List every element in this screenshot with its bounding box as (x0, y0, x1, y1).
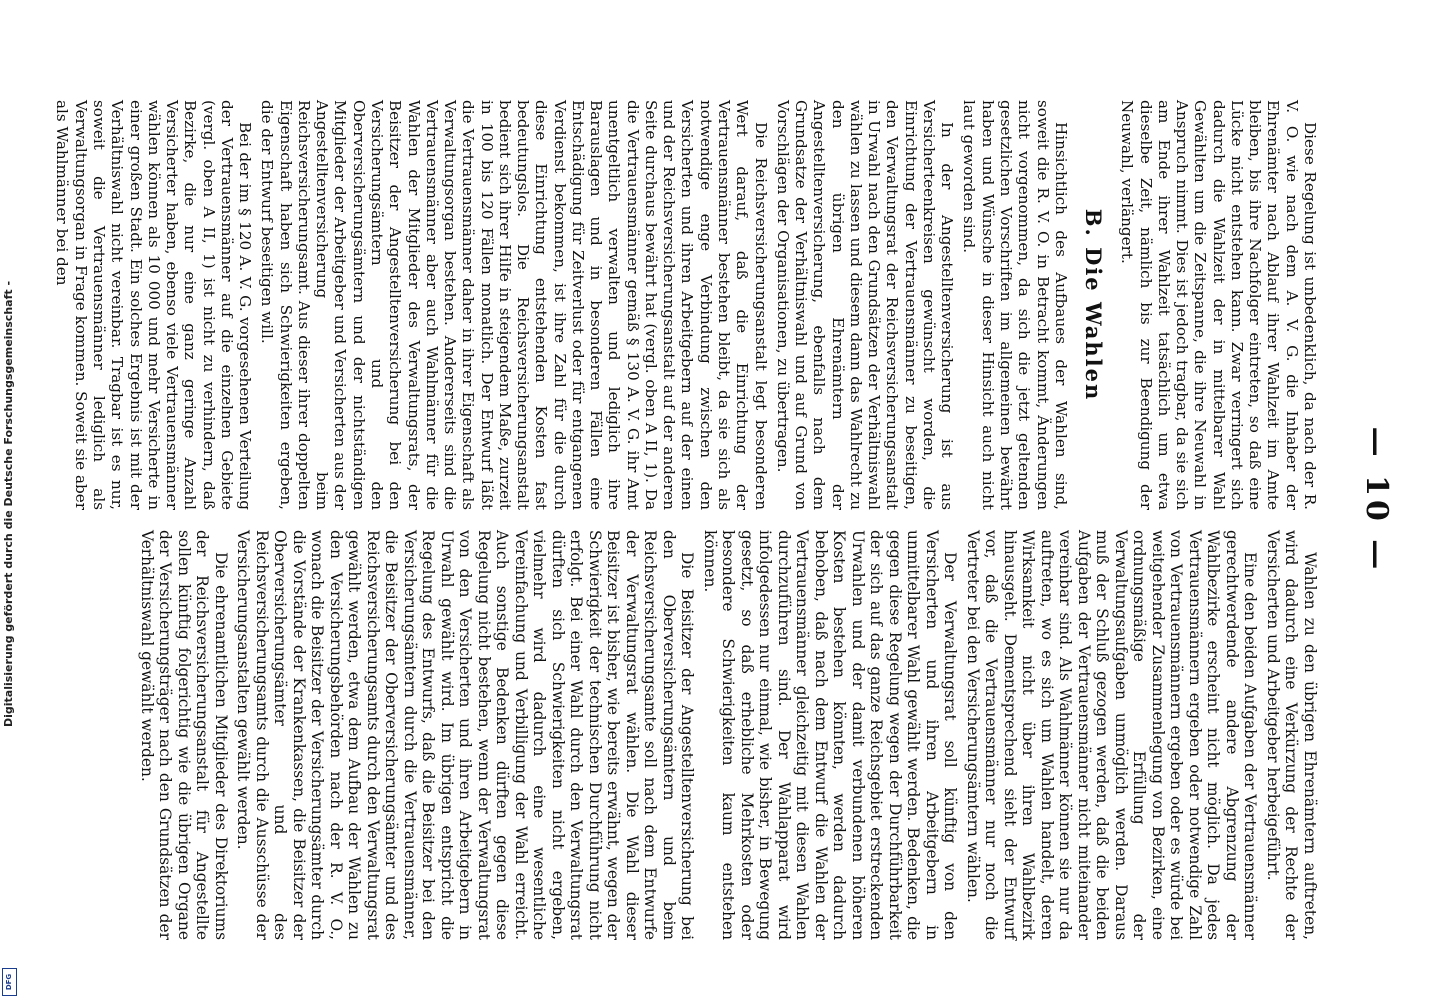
right-column (134, 530, 1320, 940)
left-column (49, 100, 1319, 510)
left-paragraph-3: In der Angestelltenversicherung ist aus Versicherteenkreisen gewünscht worden, die Einrichtung der Vertrauensmänner zu beseitigen, den Verwaltungsrat der Reichsversicherungsanstalt in Urwahl nach den Grundsätzen der Verhältniswahl wählen zu lassen und diesem dann das Wahlrecht zu den übrigen Ehrenämtern der Angestelltenversicherung, ebenfalls nach dem Grundsatze der Verhältniswahl und auf Grund von Vorschlägen der Organisationen, zu übertragen. (773, 100, 957, 510)
right-paragraph-2: Eine den beiden Aufgaben der Vertrauensmänner gerechtwerdende andere Abgrenzung der Wahlbezirke erscheint nicht möglich. Da jedes Vertrauensmännern ergeben oder notwendige Zahl von Vertrauensmännern ergeben oder es würde bei weitgehender Zusammenlegung von Bezirken, eine ordnungsmäßige Erfüllung der Verwaltungsaufgaben unmöglich werden. Daraus muß der Schluß gezogen werden, daß die beiden Aufgaben der Vertrauensmänner nicht miteinander vereinbar sind. Als Wahlmänner können sie nur da auftreten, wo es sich um Wahlen handelt, deren Wirksamkeit nicht über ihren Wahlbezirk hinausgeht. Dementsprechend sieht der Entwurf vor, daß die Vertrauensmänner nur noch die Vertreter bei den Versicherungsämtern wählen. (964, 530, 1260, 940)
right-paragraph-4: Die Beisitzer der Angestelltenversicherung bei den Oberversicherungsämtern und beim Reichsversicherungsamte soll nach dem Entwurfe der Verwaltungsrat wählen. Die Wahl dieser Beisitzer ist bisher, wie bereits erwähnt, wegen der Schwierigkeit der technischen Durchführung nicht erfolgt. Bei einer Wahl durch den Verwaltungsrat dürften sich Schwierigkeiten nicht ergeben, vielmehr wird dadurch eine wesentliche Vereinfachung und Verbilligung der Wahl erreicht. Auch sonstige Bedenken dürften gegen diese Regelung nicht bestehen, wenn der Verwaltungsrat von den Versicherten und ihren Arbeitgebern in Urwahl gewählt wird. Im übrigen entspricht die Regelung des Entwurfs, daß die Beisitzer bei den Versicherungsämtern durch die Vertrauensmänner, die Beisitzer der Oberversicherungsämter und des Reichsversicherungsamts durch den Verwaltungsrat gewählt werden, etwa dem Aufbau der Wahlen zu den Versicherungsbehörden nach der R. V. O., wonach die Beisitzer der Versicherungsämter durch die Vorstände der Krankenkassen, die Beisitzer der Oberversicherungsämter und des Reichsversicherungsamts durch die Ausschüsse der Versicherungsanstalten gewählt werden. (234, 530, 697, 940)
dfg-logo-text: DFG (5, 973, 14, 991)
right-paragraph-3: Der Verwaltungsrat soll künftig von den Versicherten und ihren Arbeitgebern in unmittelbarer Wahl gewählt werden. Bedenken, die gegen diese Regelung wegen der Durchführbarkeit der sich auf das ganze Reichsgebiet erstreckenden Urwahlen und der damit verbundenen höheren Kosten bestehen könnten, werden dadurch behoben, daß nach dem Entwurf die Wahlen der Vertrauensmänner gleichzeitig mit diesen Wahlen durchzuführen sind. Der Wahlapparat wird infolgedessen nur einmal, wie bisher, in Bewegung gesetzt, so daß erhebliche Mehrkosten oder besondere Schwierigkeiten kaum entstehen können. (701, 530, 960, 940)
section-heading: B. Die Wahlen (1081, 208, 1107, 402)
dfg-logo (2, 968, 17, 996)
left-paragraph-4: Die Reichsversicherungsanstalt legt besonderen Wert darauf, daß die Einrichtung der Vertrauensmänner bestehen bleibt, da sie sich als notwendige enge Verbindung zwischen den Versicherten und ihren Arbeitgebern auf der einen und der Reichsversicherungsanstalt auf der anderen Seite durchaus bewährt hat (vergl. oben A II, 1). Da die Vertrauensmänner gemäß § 130 A. V. G. ihr Amt unentgeltlich verwalten und lediglich ihre Barauslagen und in besonderen Fällen eine Entschädigung für Zeitverlust oder für entgangenen Verdienst bekommen, ist ihre Zahl für die durch diese Einrichtung entstehenden Kosten fast bedeutungslos. Die Reichsversicherungsanstalt bedient sich ihrer Hilfe in steigendem Maße, zurzeit in 100 bis 120 Fällen monatlich. Der Entwurf läßt die Vertrauensmänner daher in ihrer Eigenschaft als Verwaltungsorgan bestehen. Andererseits sind die Vertrauensmänner aber auch Wahlmänner für die Wahlen der Mitglieder des Verwaltungsrats, der Beisitzer der Angestelltenversicherung bei den Versicherungsämtern und den Oberversicherungsämtern und der nichtständigen Mitglieder der Arbeitgeber und Versicherten aus der Angestelltenversicherung beim Reichsversicherungsamt. Aus dieser ihrer doppelten Eigenschaft haben sich Schwierigkeiten ergeben, die der Entwurf beseitigen will. (258, 100, 770, 510)
digitization-footer: Digitalisierung gefördert durch die Deutsche Forschungsgemeinschaft - (2, 280, 15, 728)
left-paragraph-1: Diese Regelung ist unbedenklich, da nach der R. V. O. wie nach dem A. V. G. die Inhaber der Ehrenämter nach Ablauf ihrer Wahlzeit im Amte bleiben, bis ihre Nachfolger eintreten, so daß eine Lücke nicht entstehen kann. Zwar verringert sich dadurch die Wahlzeit der in mittelbarer Wahl Gewählten um die Zeitspanne, die ihre Neuwahl in Anspruch nimmt. Dies ist jedoch tragbar, da sie sich am Ende ihrer Wahlzeit tatsächlich um etwa dieselbe Zeit, nämlich bis zur Beendigung der Neuwahl, verlängert. (1118, 100, 1319, 510)
left-paragraph-2: Hinsichtlich des Aufbaues der Wahlen sind, soweit die R. V. O. in Betracht kommt, Änderungen nicht vorgenommen, da sich die jetzt geltenden gesetzlichen Vorschriften im allgemeinen bewährt haben und Wünsche in dieser Hinsicht auch nicht laut geworden sind. (960, 100, 1070, 510)
right-paragraph-5: Die ehrenamtlichen Mitglieder des Direktoriums der Reichsversicherungsanstalt für Angestellte sollen künftig folgerichtig wie die übrigen Organe der Versicherungsträger nach den Grundsätzen der Verhältniswahl gewählt werden. (138, 530, 230, 940)
page-number: — 10 — (1359, 426, 1394, 574)
right-paragraph-1: Wahlen zu den übrigen Ehrenämtern auftreten, wird dadurch eine Verkürzung der Rechte der Versicherten und Arbeitgeber herbeigeführt. (1264, 530, 1319, 940)
left-paragraph-5: Bei der im § 120 A. V. G. vorgesehenen Verteilung der Vertrauensmänner auf die einzelnen Gebiete (vergl. oben A II, 1) ist nicht zu verhindern, daß Bezirke, die nur eine ganz geringe Anzahl Versicherter haben, ebenso viele Vertrauensmänner wählen können als 10 000 und mehr Versicherte in einer großen Stadt. Ein solches Ergebnis ist mit der Verhältniswahl nicht vereinbar. Tragbar ist es nur, soweit die Vertrauensmänner lediglich als Verwaltungsorgan in Frage kommen. Soweit sie aber als Wahlmänner bei den (53, 100, 255, 510)
